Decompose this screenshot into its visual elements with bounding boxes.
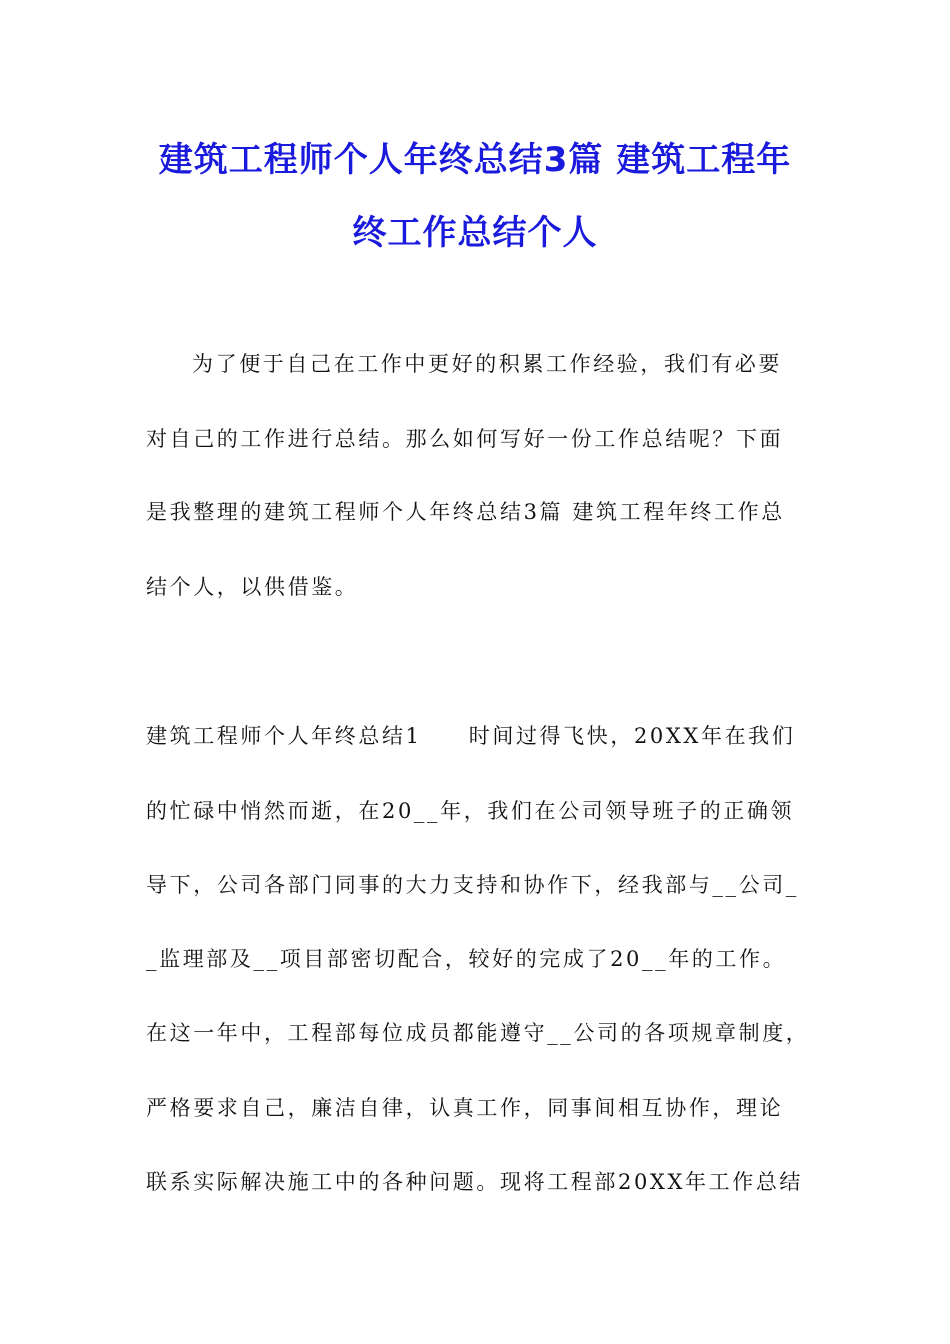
intro-line-2: 对自己的工作进行总结。那么如何写好一份工作总结呢？下面 <box>146 427 784 451</box>
document-title-line-2: 终工作总结个人 <box>352 213 598 253</box>
document-title-line-1: 建筑工程师个人年终总结3篇 建筑工程年 <box>158 140 792 180</box>
body-line-5: 在这一年中，工程部每位成员都能遵守__公司的各项规章制度， <box>146 1021 810 1045</box>
body-line-2: 的忙碌中悄然而逝，在20__年，我们在公司领导班子的正确领 <box>146 799 795 823</box>
body-line-4: _监理部及__项目部密切配合，较好的完成了20__年的工作。 <box>146 947 787 971</box>
body-line-3: 导下，公司各部门同事的大力支持和协作下，经我部与__公司_ <box>146 873 799 897</box>
intro-line-1: 为了便于自己在工作中更好的积累工作经验，我们有必要 <box>192 352 782 376</box>
body-line-6: 严格要求自己，廉洁自律，认真工作，同事间相互协作，理论 <box>146 1096 784 1120</box>
intro-line-4: 结个人，以供借鉴。 <box>146 575 359 599</box>
body-line-7: 联系实际解决施工中的各种问题。现将工程部20XX年工作总结 <box>146 1170 804 1194</box>
intro-line-3: 是我整理的建筑工程师个人年终总结3篇 建筑工程年终工作总 <box>146 500 785 524</box>
body-line-1: 建筑工程师个人年终总结1 时间过得飞快，20XX年在我们 <box>146 724 796 748</box>
